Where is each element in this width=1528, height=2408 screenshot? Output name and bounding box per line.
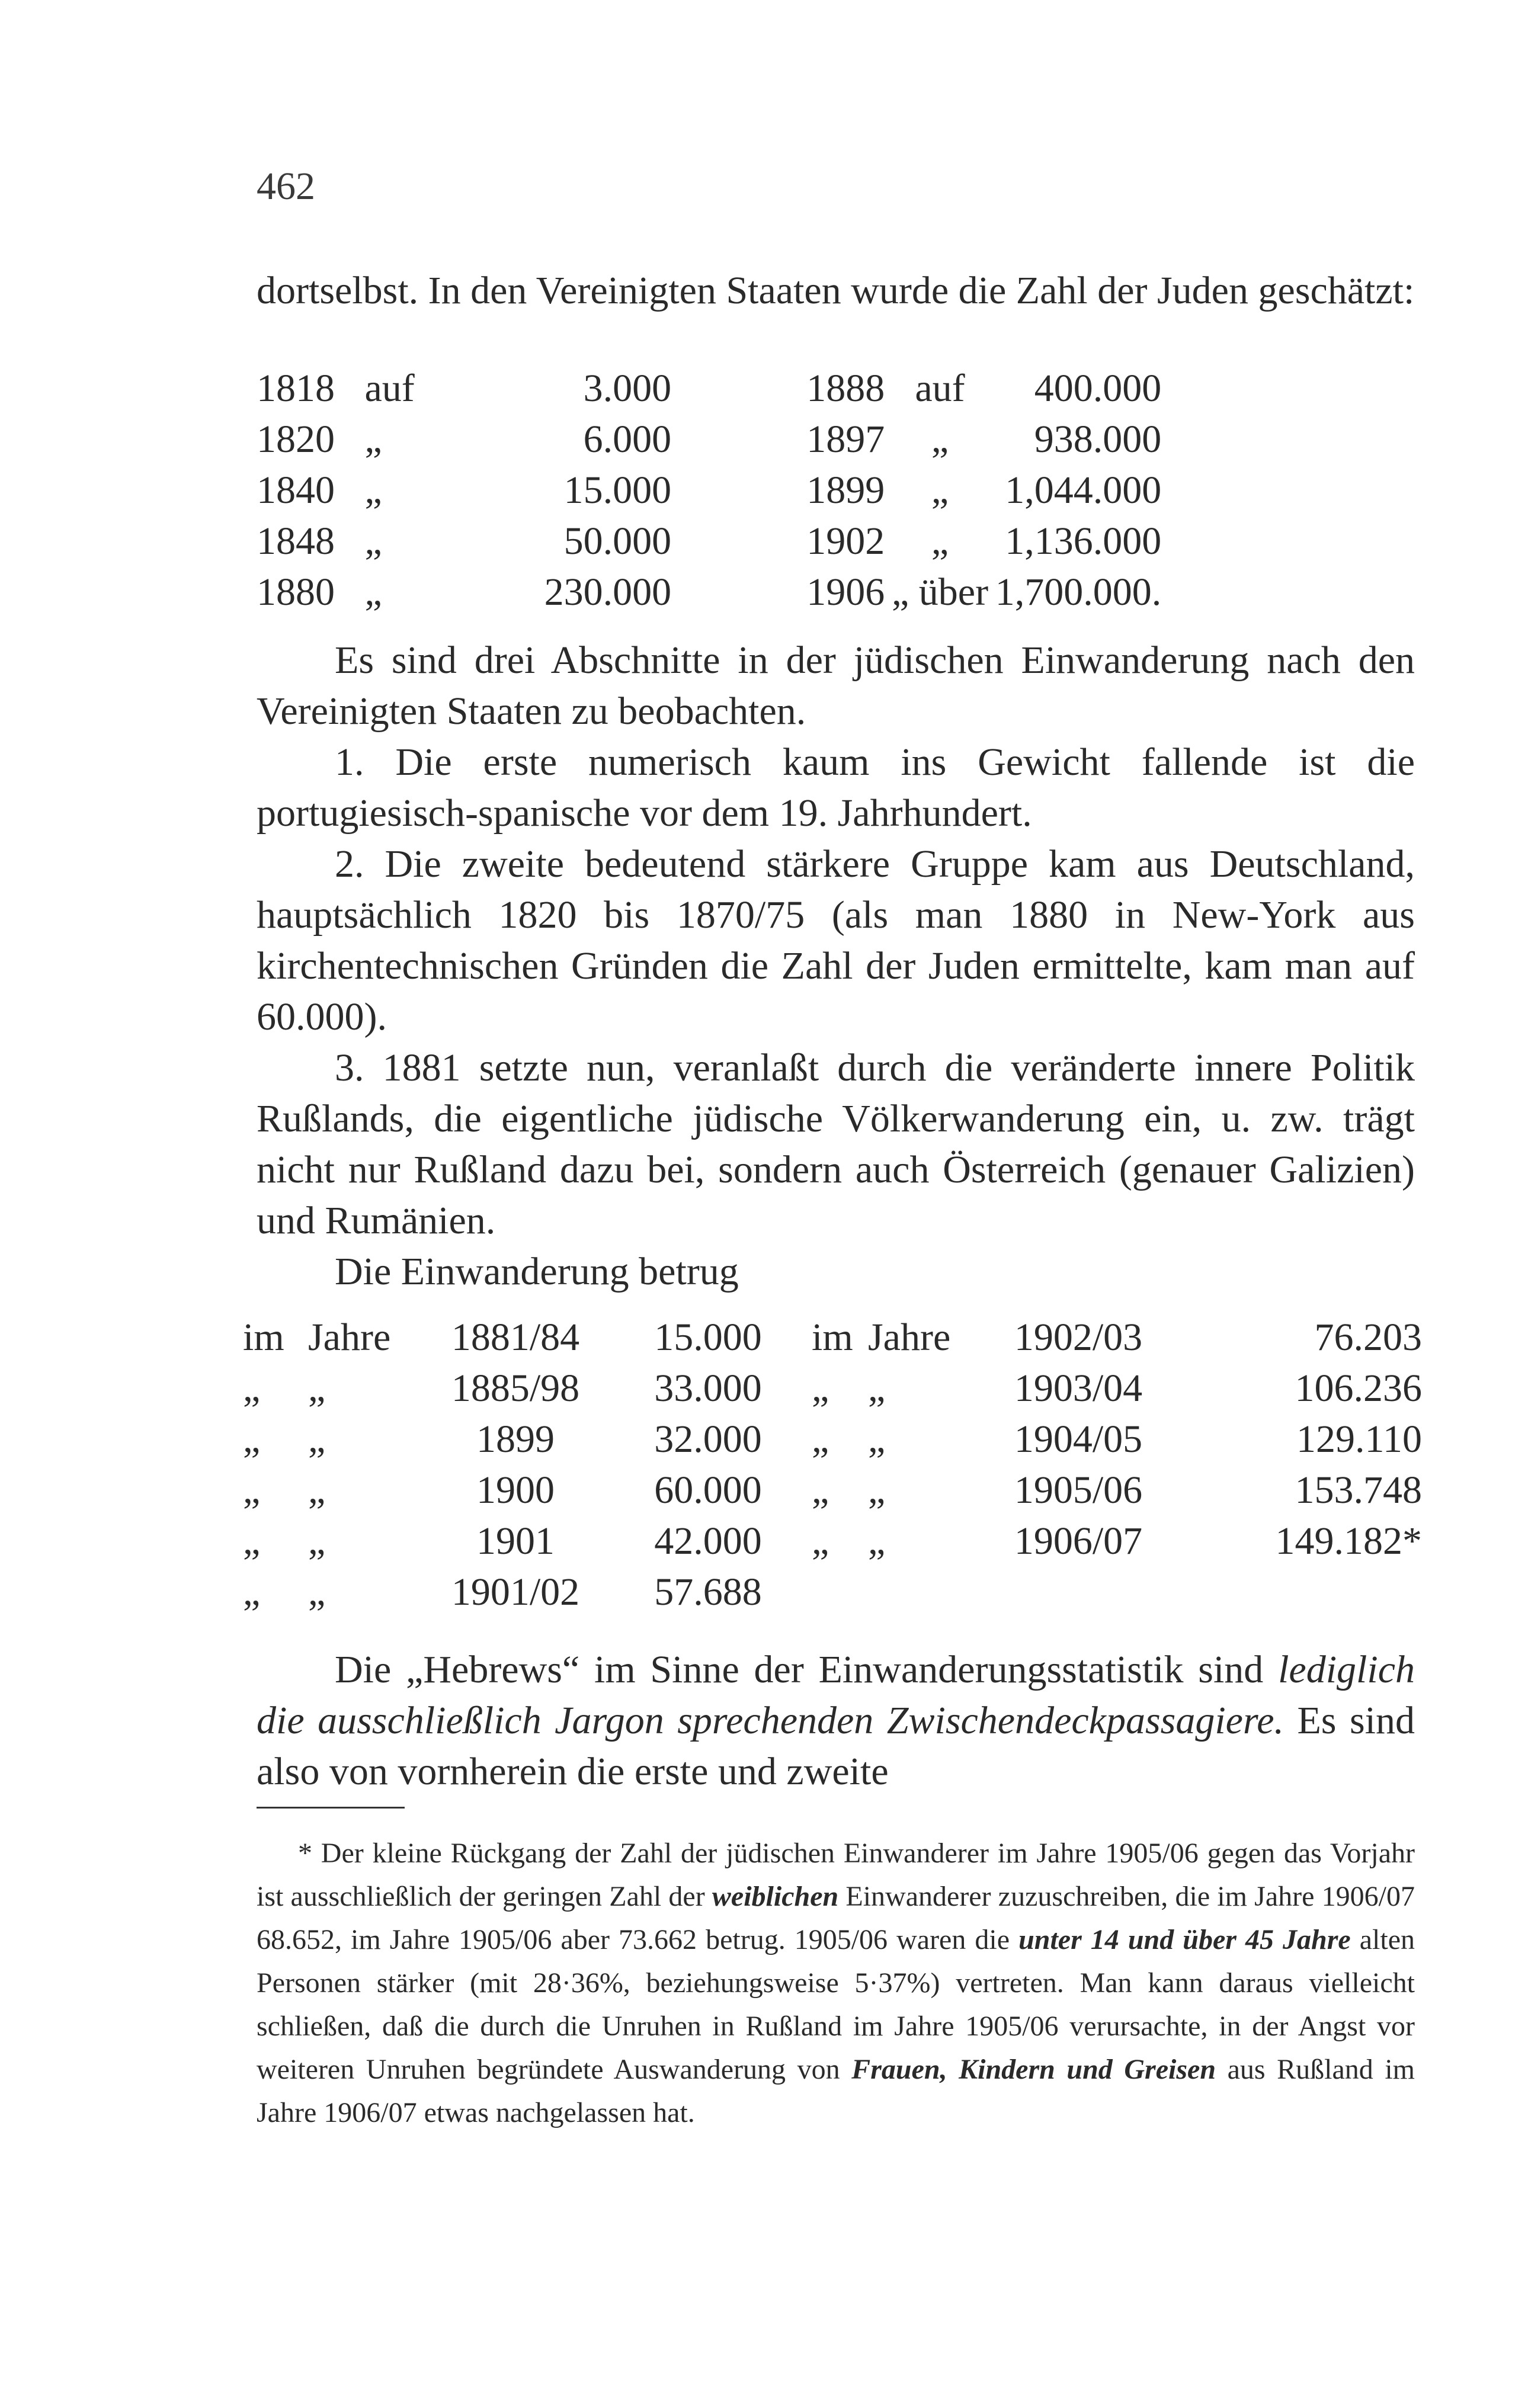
- year-cell: 1906: [806, 570, 885, 614]
- value-cell: 6.000: [583, 418, 672, 461]
- value-cell: 50.000: [563, 520, 672, 563]
- value-cell: 129.110: [1296, 1418, 1422, 1461]
- footnote: [257, 1832, 1415, 2134]
- table-row: [257, 570, 1415, 621]
- label-cell: „: [868, 1468, 886, 1512]
- value-cell: 32.000: [654, 1418, 762, 1461]
- year-cell: 1902: [806, 520, 885, 563]
- period-cell: 1901/02: [451, 1570, 580, 1614]
- value-cell: 938.000: [1034, 418, 1162, 461]
- footnote-rule: [257, 1807, 405, 1809]
- table-row: [257, 417, 1415, 468]
- year-cell: 1880: [257, 570, 335, 614]
- table-row: [257, 366, 1415, 417]
- value-cell: 149.182*: [1275, 1519, 1422, 1563]
- footnote-em-weiblichen: weiblichen: [712, 1881, 839, 1912]
- year-cell: 1888: [806, 367, 885, 410]
- period-cell: 1905/06: [1014, 1468, 1143, 1512]
- value-cell: 1,700.000.: [995, 570, 1162, 614]
- label-cell: „: [243, 1570, 261, 1614]
- ditto-cell: „: [364, 570, 382, 614]
- value-cell: 60.000: [654, 1468, 762, 1512]
- footnote-s2: Einwanderer zuzuschreiben, die im Jahre 1906/07 68.652, im Jahre 1905/06 aber 73.662 betrug. 1905/06 waren die: [257, 1881, 1415, 1955]
- label-cell: „: [812, 1468, 829, 1512]
- table-intro-line: Die Einwanderung betrug: [335, 1250, 739, 1293]
- ditto-cell: „: [931, 469, 949, 512]
- closing-text-2: Es sind also von vornherein die erste und zweite: [257, 1699, 1415, 1793]
- footnote-s1: * Der kleine Rückgang der Zahl der jüdischen Einwanderer im Jahre 1905/06 gegen das Vorjahr ist ausschließlich der geringen Zahl der: [257, 1838, 1415, 1912]
- label-cell: „: [868, 1367, 886, 1410]
- table-row: [257, 468, 1415, 519]
- footnote-text: [257, 1832, 1415, 2134]
- label-cell: „: [308, 1367, 326, 1410]
- value-cell: 3.000: [583, 367, 672, 410]
- value-cell: 1,044.000: [1005, 469, 1162, 512]
- table-row: [243, 1366, 1422, 1417]
- label-cell: „: [243, 1367, 261, 1410]
- table-row: [243, 1315, 1422, 1366]
- year-cell: 1818: [257, 367, 335, 410]
- footnote-s3: alten Personen stärker (mit 28·36%, beziehungsweise 5·37%) vertreten. Man kann daraus vielleicht schließen, daß die durch die Unruhen in Rußland im Jahre 1905/06 verursachte, in der Angst vor weiteren Unruhen begründete Auswanderung von: [257, 1924, 1415, 2085]
- paragraph-third-group: 3. 1881 setzte nun, veranlaßt durch die veränderte innere Politik Rußlands, die eigentliche jüdische Völkerwanderung ein, u. zw. trägt nicht nur Rußland dazu bei, sondern auch Österreich (genauer Galizien) und Rumänien.: [257, 1046, 1415, 1242]
- label-cell: [812, 1570, 868, 1621]
- table-row: [243, 1519, 1422, 1570]
- label-cell: „: [243, 1418, 261, 1461]
- label-cell: „: [308, 1468, 326, 1512]
- label-cell: Jahre: [868, 1316, 951, 1359]
- population-table: [257, 366, 1415, 621]
- year-cell: 1848: [257, 520, 335, 563]
- value-cell: [1170, 1570, 1422, 1621]
- period-cell: 1906/07: [1014, 1519, 1143, 1563]
- value-cell: 57.688: [654, 1570, 762, 1614]
- label-cell: „: [308, 1418, 326, 1461]
- ditto-cell: „: [931, 520, 949, 563]
- period-cell: 1881/84: [451, 1316, 580, 1359]
- footnote-em-ages: unter 14 und über 45 Jahre: [1018, 1924, 1351, 1955]
- label-cell: „: [812, 1367, 829, 1410]
- paragraph-second-group: 2. Die zweite bedeutend stärkere Gruppe kam aus Deutschland, hauptsächlich 1820 bis 1870/75 (als man 1880 in New-York aus kirchentechnischen Gründen die Zahl der Juden ermittelte, kam man auf 60.000).: [257, 842, 1415, 1038]
- value-cell: 1,136.000: [1005, 520, 1162, 563]
- period-cell: 1903/04: [1014, 1367, 1143, 1410]
- ditto-cell: „ über: [892, 570, 989, 614]
- page-number: 462: [257, 165, 315, 208]
- label-cell: im: [243, 1316, 284, 1359]
- ditto-cell: „: [364, 520, 382, 563]
- period-cell: [986, 1570, 1170, 1621]
- label-cell: „: [868, 1519, 886, 1563]
- period-cell: 1904/05: [1014, 1418, 1143, 1461]
- value-cell: 230.000: [544, 570, 672, 614]
- label-cell: „: [243, 1468, 261, 1512]
- label-cell: im: [812, 1316, 853, 1359]
- label-cell: Jahre: [308, 1316, 391, 1359]
- label-cell: „: [812, 1418, 829, 1461]
- label-cell: „: [812, 1519, 829, 1563]
- period-cell: 1901: [476, 1519, 555, 1563]
- label-cell: „: [868, 1418, 886, 1461]
- label-cell: „: [308, 1519, 326, 1563]
- value-cell: 106.236: [1295, 1367, 1422, 1410]
- value-cell: 153.748: [1295, 1468, 1422, 1512]
- table-row: [257, 519, 1415, 570]
- footnote-em-groups: Frauen, Kindern und Greisen: [851, 2054, 1216, 2085]
- ditto-cell: „: [931, 418, 949, 461]
- intro-text: dortselbst. In den Vereinigten Staaten wurde die Zahl der Juden geschätzt:: [257, 269, 1415, 312]
- ditto-cell: auf: [915, 367, 965, 410]
- period-cell: 1899: [476, 1418, 555, 1461]
- period-cell: 1885/98: [451, 1367, 580, 1410]
- body-text: [257, 635, 1415, 1297]
- label-cell: „: [308, 1570, 326, 1614]
- paragraph-abschnitte: Es sind drei Abschnitte in der jüdischen Einwanderung nach den Vereinigten Staaten zu beobachten.: [257, 639, 1415, 733]
- immigration-table-body: [243, 1315, 1422, 1621]
- footnote-s4: aus Rußland im Jahre 1906/07 etwas nachgelassen hat.: [257, 2054, 1415, 2128]
- value-cell: 76.203: [1314, 1316, 1422, 1359]
- year-cell: 1897: [806, 418, 885, 461]
- immigration-table: [243, 1315, 1422, 1621]
- year-cell: 1899: [806, 469, 885, 512]
- value-cell: 33.000: [654, 1367, 762, 1410]
- closing-text-1: Die „Hebrews“ im Sinne der Einwanderungsstatistik sind: [335, 1648, 1279, 1691]
- closing-text: [257, 1644, 1415, 1797]
- intro-paragraph: [257, 265, 1415, 316]
- table-row: [243, 1570, 1422, 1621]
- year-cell: 1820: [257, 418, 335, 461]
- value-cell: 15.000: [563, 469, 672, 512]
- label-cell: [868, 1570, 986, 1621]
- closing-italic: lediglich die ausschließlich Jargon sprechenden Zwischendeckpassagiere.: [257, 1648, 1415, 1742]
- population-table-body: [257, 366, 1415, 621]
- value-cell: 42.000: [654, 1519, 762, 1563]
- ditto-cell: „: [364, 469, 382, 512]
- period-cell: 1900: [476, 1468, 555, 1512]
- value-cell: 15.000: [654, 1316, 762, 1359]
- value-cell: 400.000: [1034, 367, 1162, 410]
- period-cell: 1902/03: [1014, 1316, 1143, 1359]
- table-row: [243, 1417, 1422, 1468]
- table-row: [243, 1468, 1422, 1519]
- paragraph-first-group: 1. Die erste numerisch kaum ins Gewicht fallende ist die portugiesisch-spanische vor dem 19. Jahrhundert.: [257, 740, 1415, 835]
- ditto-cell: auf: [364, 367, 415, 410]
- closing-paragraph: [257, 1644, 1415, 1797]
- year-cell: 1840: [257, 469, 335, 512]
- label-cell: „: [243, 1519, 261, 1563]
- ditto-cell: „: [364, 418, 382, 461]
